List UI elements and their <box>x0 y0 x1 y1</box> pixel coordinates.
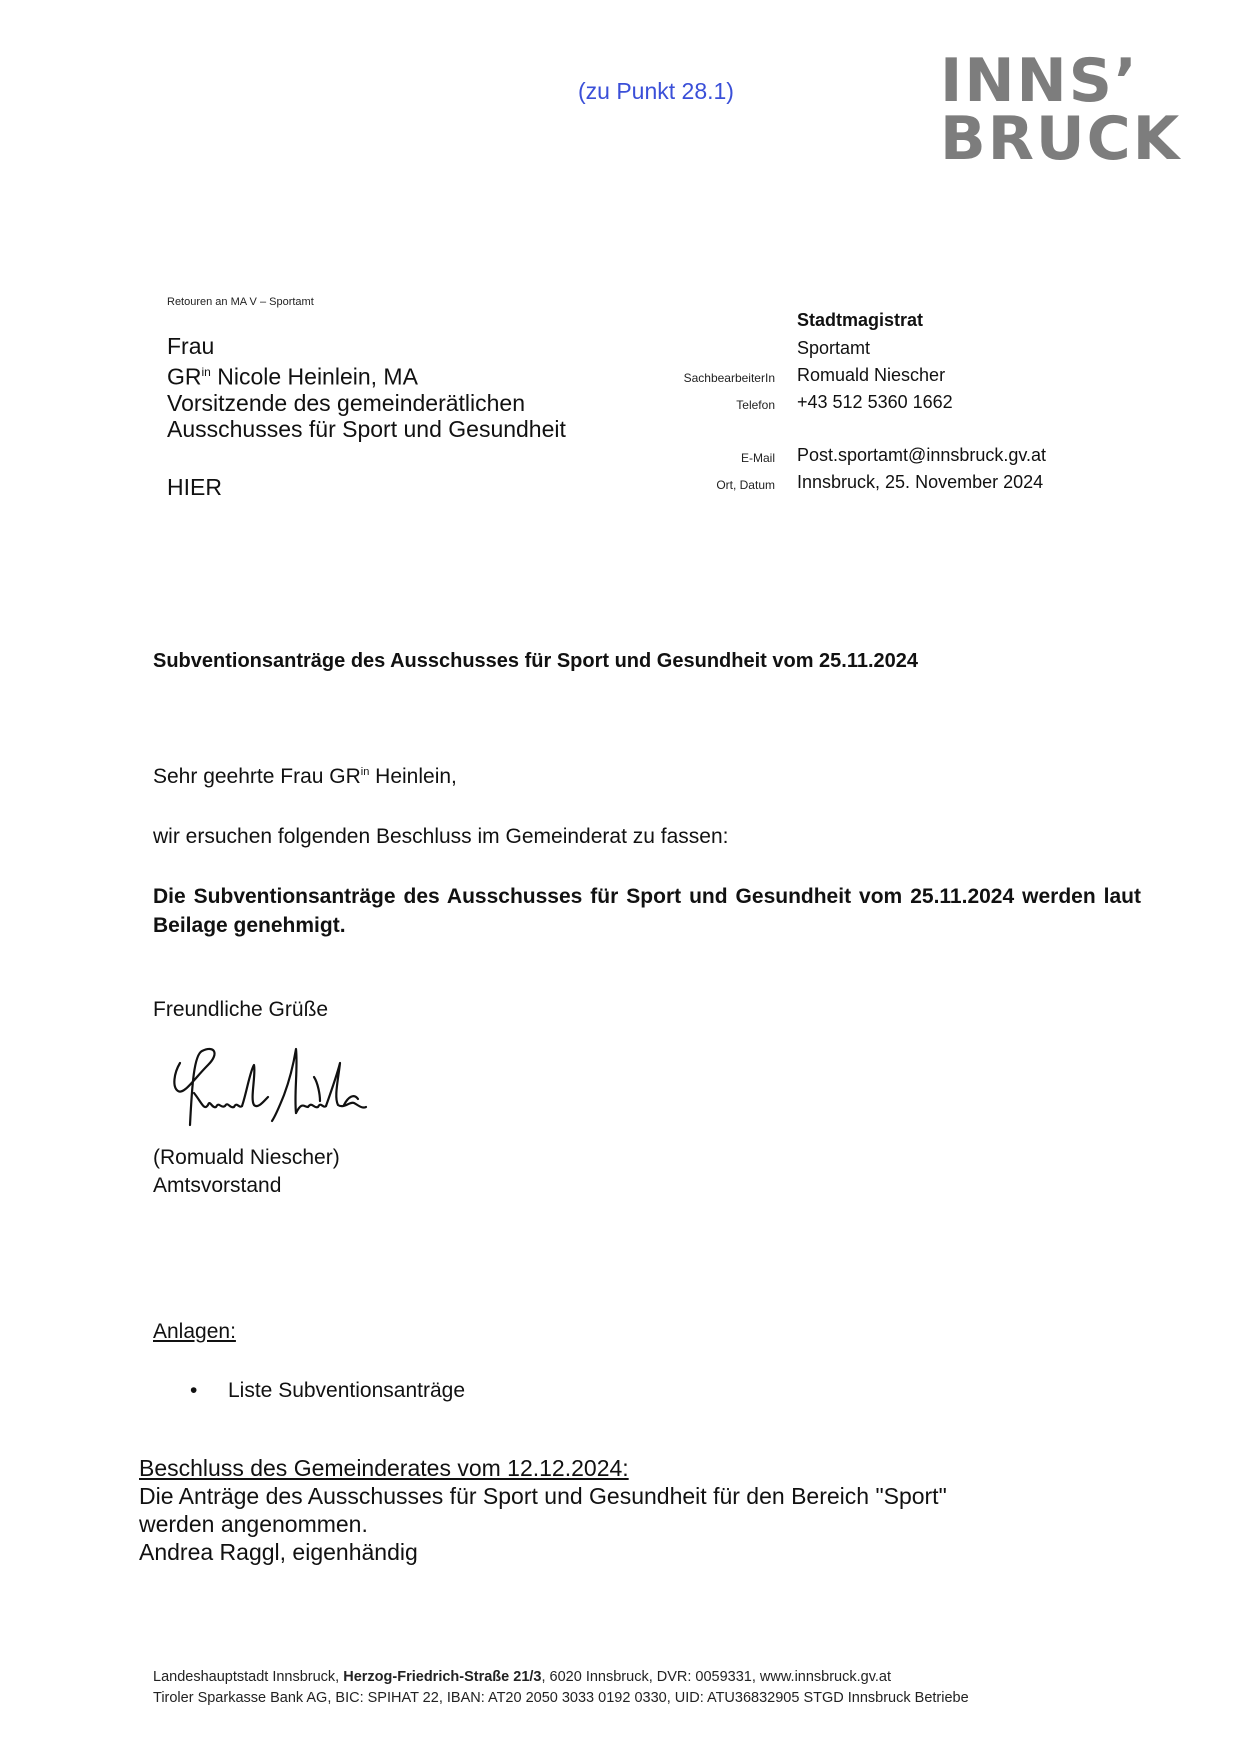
logo-line-2: BRUCK <box>940 104 1182 174</box>
recipient-name: $GR^{in}$ Nicole Heinlein, MA <box>167 363 418 390</box>
letter-salutation: Sehr geehrte Frau $GR^{in}$ Heinlein, <box>153 765 457 788</box>
proposed-decision: Die Subventionsanträge des Ausschusses für Sport und Gesundheit vom 25.11.2024 werden laut Beilage genehmigt. <box>153 885 1141 937</box>
sender-clerk: Romuald Niescher <box>797 365 946 385</box>
signatory-title: Amtsvorstand <box>153 1174 282 1197</box>
enclosures-heading: Anlagen: <box>153 1320 236 1343</box>
clerk-label: SachbearbeiterIn <box>683 371 775 385</box>
list-item: • Liste Subventionsanträge <box>190 1379 465 1403</box>
return-address-line: Retouren an MA V – Sportamt <box>167 296 314 308</box>
footer-line-1: Landeshauptstadt Innsbruck, Herzog-Friedrich-Straße 21/3, 6020 Innsbruck, DVR: 0059331, www.innsbruck.gv.at <box>153 1669 892 1685</box>
footer-line-2: Tiroler Sparkasse Bank AG, BIC: SPIHAT 22, IBAN: AT20 2050 3033 0192 0330, UID: ATU36832905 STGD Innsbruck Betriebe <box>153 1690 969 1706</box>
recipient-role: Vorsitzende des gemeinderätlichen <box>167 389 526 416</box>
council-decision-signer: Andrea Raggl, eigenhändig <box>139 1539 418 1565</box>
council-decision <box>139 1454 947 1566</box>
closing-greeting: Freundliche Grüße <box>153 998 329 1021</box>
signature-block <box>153 1144 340 1200</box>
recipient-address <box>167 333 566 442</box>
enclosures-list <box>190 1379 465 1403</box>
page-footer <box>153 1667 969 1709</box>
agenda-reference: (zu Punkt 28.1) <box>578 78 734 104</box>
signatory-name: (Romuald Niescher) <box>153 1146 340 1169</box>
council-decision-line-2: werden angenommen. <box>139 1511 368 1537</box>
council-decision-heading: Beschluss des Gemeinderates vom 12.12.2024: <box>139 1455 629 1481</box>
handwritten-signature <box>168 1035 368 1150</box>
recipient-location: HIER <box>167 474 222 500</box>
sender-place-date: Innsbruck, 25. November 2024 <box>797 472 1044 492</box>
sender-phone: +43 512 5360 1662 <box>797 392 953 412</box>
sender-email: Post.sportamt@innsbruck.gv.at <box>797 445 1047 465</box>
email-label: E-Mail <box>740 451 775 465</box>
signature-image <box>168 1035 368 1145</box>
logo-line-1: INNS’ <box>940 46 1139 116</box>
phone-label: Telefon <box>736 398 775 412</box>
recipient-salutation: Frau <box>167 333 215 359</box>
place-date-label: Ort, Datum <box>716 478 775 492</box>
letter-subject: Subventionsanträge des Ausschusses für Sport und Gesundheit vom 25.11.2024 <box>153 650 919 672</box>
recipient-committee: Ausschusses für Sport und Gesundheit <box>167 415 566 442</box>
request-text: wir ersuchen folgenden Beschluss im Gemeinderat zu fassen: <box>153 825 729 848</box>
sender-office: Stadtmagistrat <box>797 310 924 330</box>
sender-department: Sportamt <box>797 338 871 358</box>
innsbruck-logo <box>940 46 1182 174</box>
council-decision-line-1: Die Anträge des Ausschusses für Sport und Gesundheit für den Bereich "Sport" <box>139 1483 947 1509</box>
